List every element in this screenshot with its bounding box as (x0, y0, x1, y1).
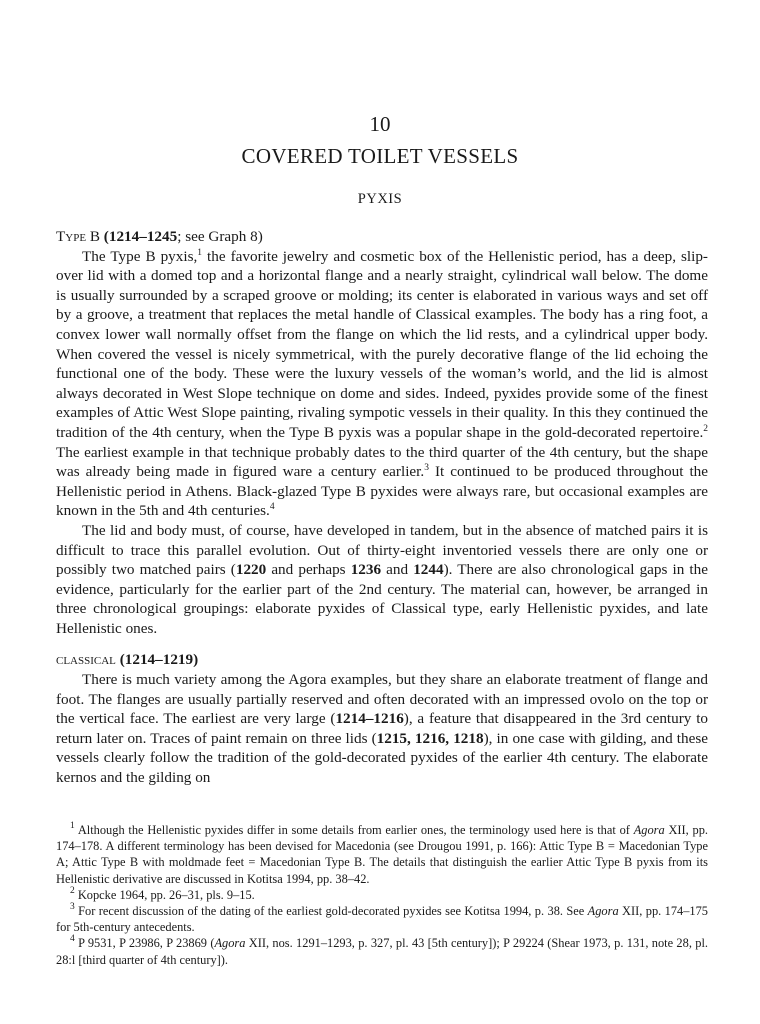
text-run: ). There are also chronological gaps in the evidence, particularly for the earlier part of the 2nd century. The material can, however, be arranged in three chronological groupings: elaborate pyxides of Classical type, early Hellenistic pyxides, and late Hellenistic ones. (56, 561, 708, 637)
paragraph-2 (56, 521, 708, 639)
subheading-type-b (56, 227, 708, 247)
footnote-number: 3 (70, 902, 75, 913)
footnote-4 (56, 935, 708, 967)
type-b-range: (1214–1245 (103, 228, 178, 245)
catalog-number: 1214–1216 (335, 710, 404, 728)
text-run: and perhaps (266, 561, 351, 579)
text-run: ), a feature that disappeared in the 3rd century to return later on. Traces of paint remain on three lids ( (56, 710, 709, 747)
subheading-classical (56, 650, 708, 670)
footnote-2 (56, 887, 708, 903)
footnote-ref-2[interactable]: 2 (703, 423, 708, 434)
chapter-title: COVERED TOILET VESSELS (241, 144, 519, 168)
text-run: XII, pp. 174–175 for 5th-century antecedents. (56, 904, 708, 935)
footnote-ref-4[interactable]: 4 (269, 502, 275, 513)
italic-title: Agora (214, 936, 246, 951)
spacer (56, 638, 708, 650)
footnote-3 (56, 903, 708, 935)
section-heading: PYXIS (357, 191, 403, 207)
text-run: XII, nos. 1291–1293, p. 327, pl. 43 [5th century]); P 29224 (Shear 1973, p. 131, note 28, pl. 28:l [third quarter of 4th century]). (56, 936, 708, 967)
footnote-1 (56, 822, 708, 887)
catalog-number: 1244 (413, 561, 444, 579)
text-run: It continued to be produced throughout the Hellenistic period in Athens. Black-glazed Type B pyxides were always rare, but occasional examples are known in the 5th and 4th centuries. (56, 463, 709, 520)
footnote-ref-3[interactable]: 3 (424, 463, 429, 474)
body-text (56, 227, 708, 788)
catalog-number: 1215, 1216, 1218 (376, 729, 484, 747)
italic-title: Agora (633, 823, 665, 837)
text-run: P 9531, P 23986, P 23869 ( (74, 936, 215, 951)
text-run: There is much variety among the Agora examples, but they share an elaborate treatment of flange and foot. The flanges are usually partially reserved and often decorated with an impressed ovolo on the top or the vertical face. The earliest are very large ( (56, 671, 708, 728)
text-run: Kopcke 1964, pp. 26–31, pls. 9–15. (74, 887, 255, 902)
chapter-number: 10 (369, 112, 391, 136)
classical-range: (1214–1219) (119, 651, 199, 669)
footnote-ref-1[interactable]: 1 (197, 247, 203, 258)
classical-label: classical (56, 651, 116, 669)
footnote-number: 1 (70, 821, 75, 831)
text-run: XII, pp. 174–178. A different terminology has been devised for Macedonia (see Drougou 1991, p. 166): Attic Type B = Macedonian Type A; Attic Type B with moldmade feet = Macedonian Type B. The details that distinguish the earlier Attic Type B pyxis from its Hellenistic derivative are discussed in Kotitsa 1994, pp. 38–42. (56, 823, 708, 886)
footnotes (56, 822, 708, 968)
type-b-label: Type B (56, 228, 100, 245)
text-run: The Type B pyxis, (82, 247, 198, 265)
text-run: the favorite jewelry and cosmetic box of the Hellenistic period, has a deep, slip-over lid with a domed top and a horizontal flange and a nearly straight, cylindrical wall below. The dome is usually surrounded by a scraped groove or molding; its center is elaborated in various ways and set off by a groove, a treatment that replaces the metal handle of Classical examples. The body has a ring foot, a convex lower wall normally offset from the flange on which the lid rests, and a cylindrical upper body. When covered the vessel is nicely symmetrical, with the purely decorative flange of the lid echoing the functional one of the body. These were the luxury vessels of the woman’s world, and the lid is almost always decorated in West Slope technique on dome and sides. Indeed, pyxides provide some of the finest examples of Attic West Slope painting, rivaling sympotic vessels in their quality. In this they continued the tradition of the 4th century, when the Type B pyxis was a popular shape in the gold-decorated repertoire. (56, 247, 708, 441)
text-run: Although the Hellenistic pyxides differ in some details from earlier ones, the terminology used here is that of (74, 823, 634, 837)
text-run: and (381, 561, 414, 579)
text-run: For recent discussion of the dating of the earliest gold-decorated pyxides see Kotitsa 1994, p. 38. See (74, 904, 588, 919)
text-run: The earliest example in that technique probably dates to the third quarter of the 4th century, but the shape was already being made in figured ware a century earlier. (56, 443, 708, 481)
paragraph-1 (56, 247, 708, 521)
text-run: The lid and body must, of course, have developed in tandem, but in the absence of matched pairs it is difficult to trace this parallel evolution. Out of thirty-eight inventoried vessels there are only one or possibly two matched pairs ( (56, 521, 708, 579)
italic-title: Agora (587, 904, 619, 919)
catalog-number: 1220 (235, 561, 267, 579)
paragraph-3 (56, 670, 708, 788)
text-run: ), in one case with gilding, and these vessels clearly follow the tradition of the gold-decorated pyxides of the earlier 4th century. The elaborate kernos and the gilding on (56, 729, 708, 787)
catalog-number: 1236 (350, 561, 382, 579)
type-b-see: ; see Graph 8) (177, 228, 263, 245)
footnote-number: 2 (70, 885, 75, 896)
footnote-number: 4 (70, 934, 75, 945)
